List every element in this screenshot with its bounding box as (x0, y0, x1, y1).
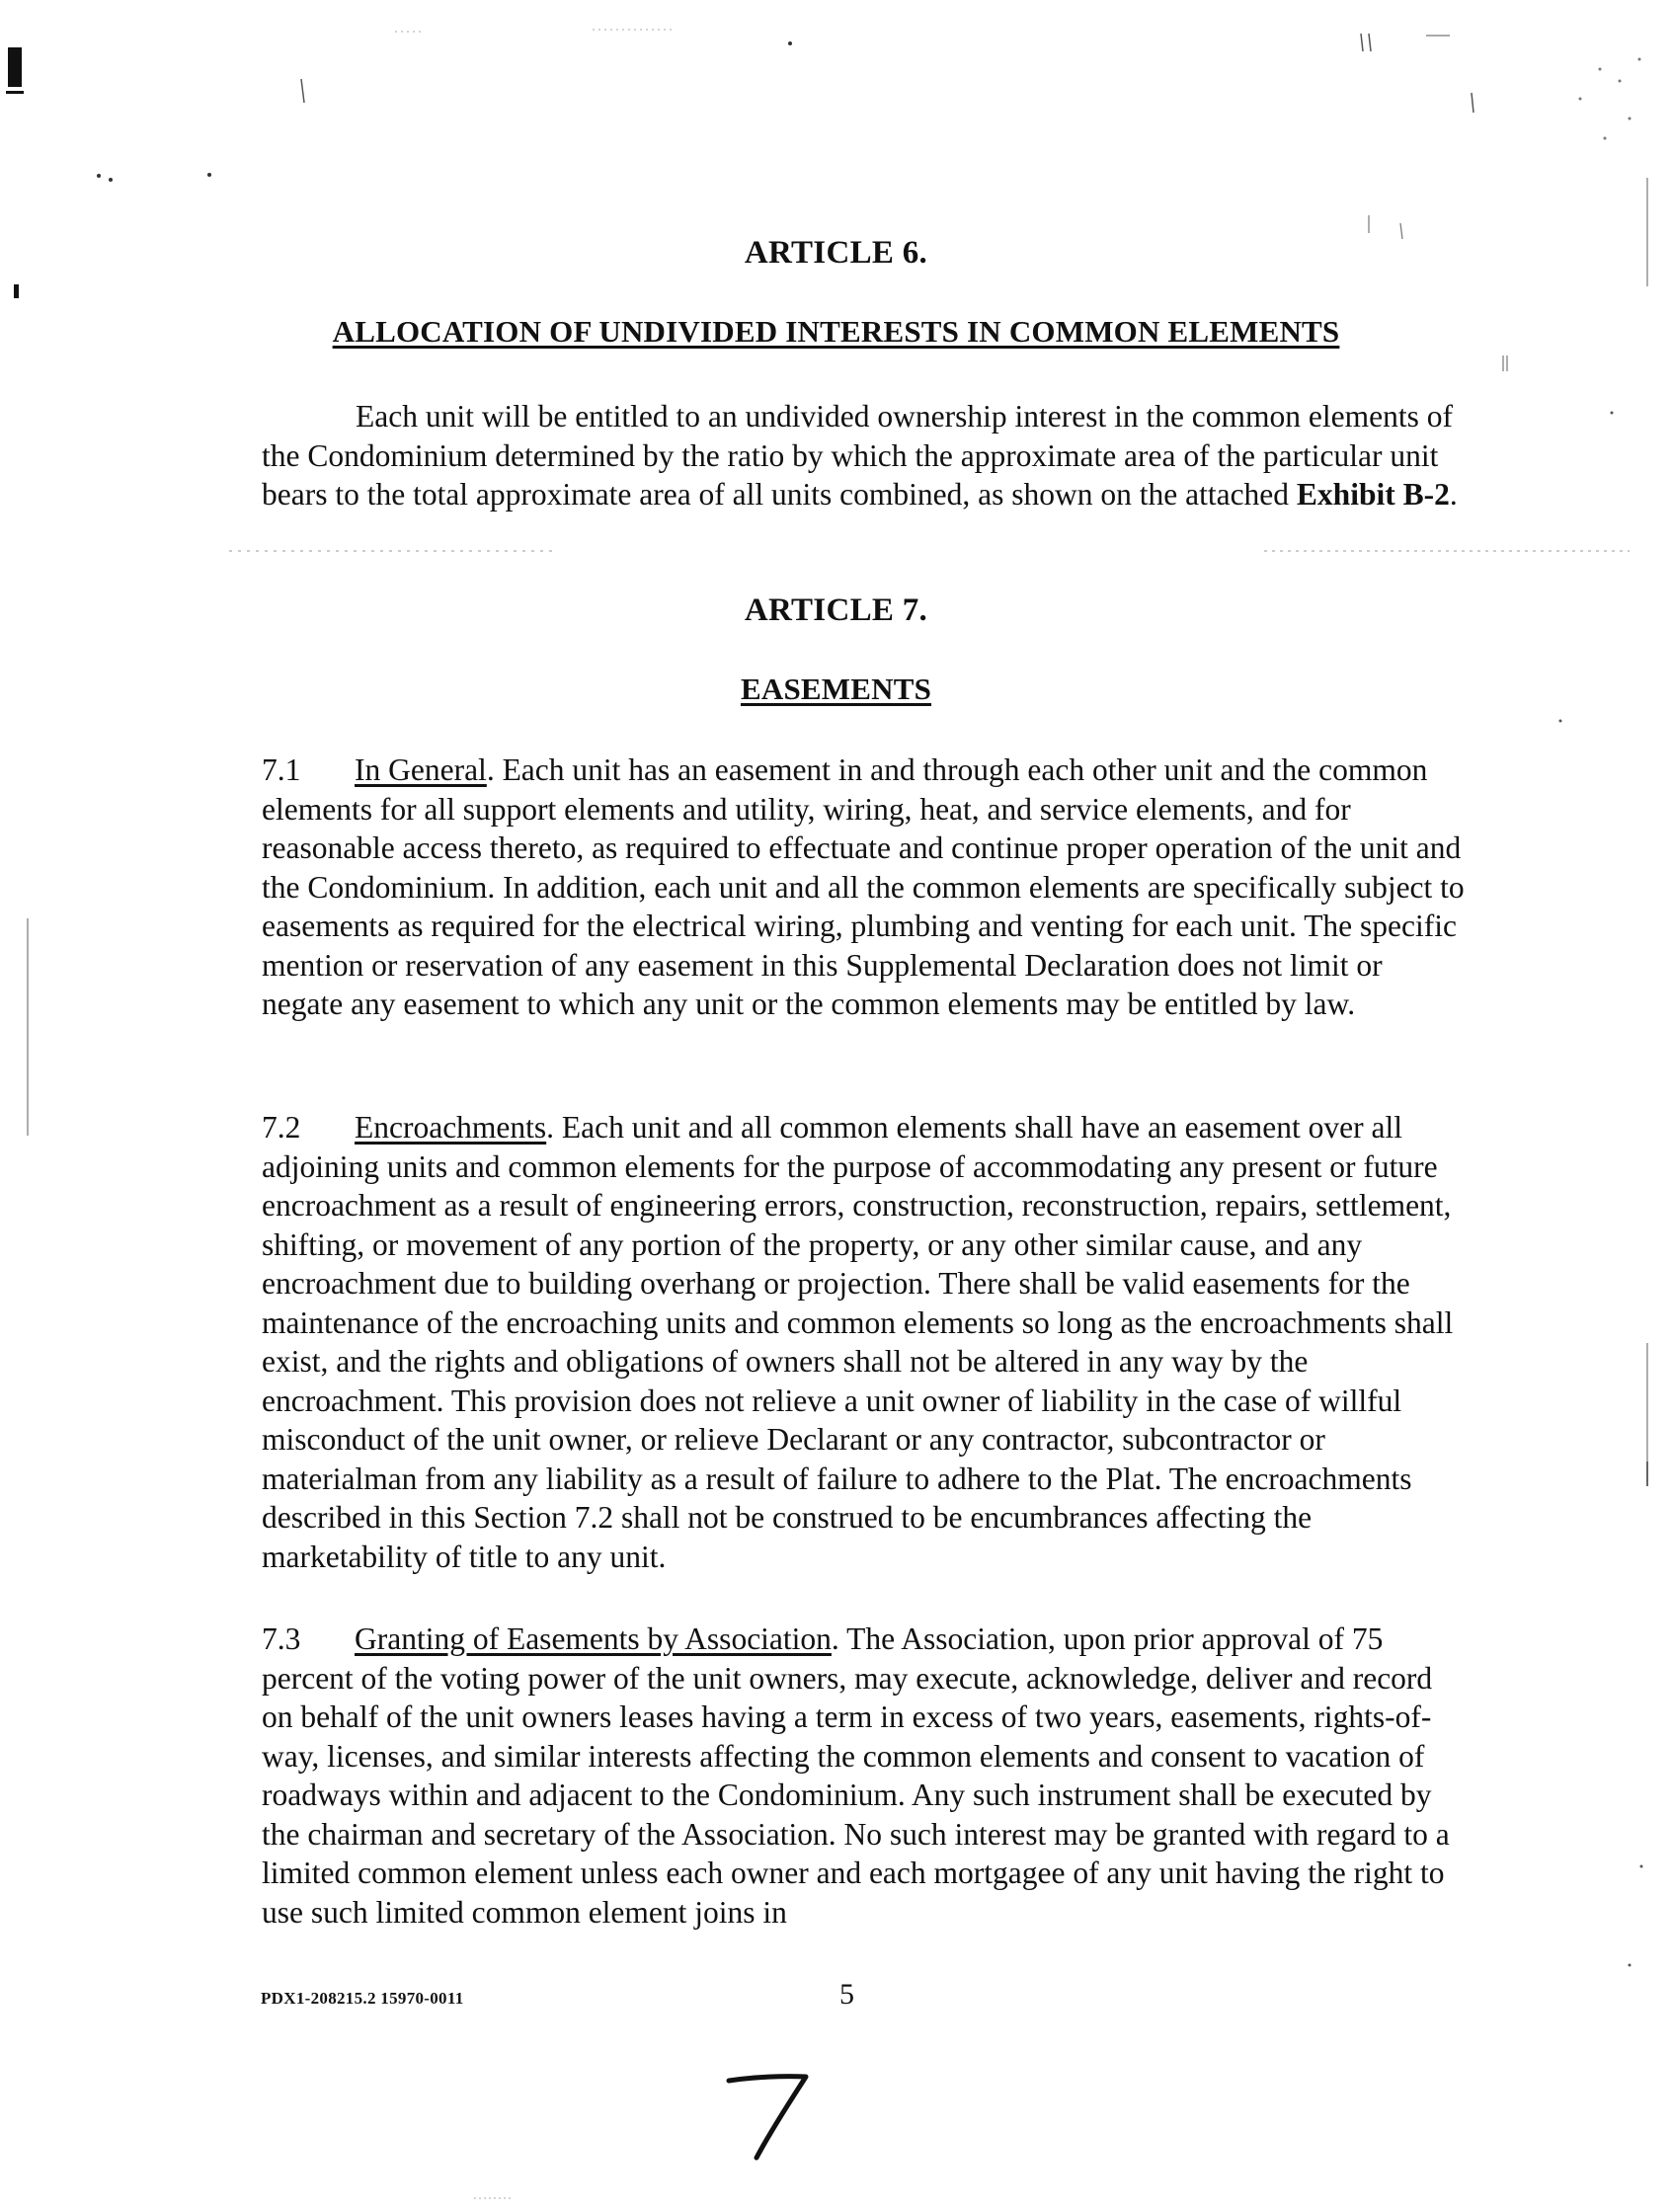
section-7-3-text: . The Association, upon prior approval of 75 percent of the voting power of the unit owners, may execute, acknowledge, deliver and record on behalf of the unit owners leases having a term in excess of two years, easements, rights-of-way, licenses, and similar interests affecting the common elements and consent to vacation of roadways within and adjacent to the Condominium. Any such instrument shall be executed by the chairman and secretary of the Association. No such interest may be granted with regard to a limited common element unless each owner and each mortgagee of any unit having the right to use such limited common element joins in (262, 1621, 1450, 1930)
section-7-2-paragraph (262, 1108, 1467, 1576)
article-6-period: . (1449, 477, 1458, 512)
article-6-paragraph (262, 397, 1467, 514)
section-7-2-text: . Each unit and all common elements shall have an easement over all adjoining units and common elements for the purpose of accommodating any present or future encroachment as a result of engineering errors, construction, reconstruction, repairs, settlement, shifting, or movement of any portion of the property, or any other similar cause, and any encroachment due to building overhang or projection. There shall be valid easements for the maintenance of the encroaching units and common elements so long as the encroachments shall exist, and the rights and obligations of owners shall not be altered in any way by the encroachment. This provision does not relieve a unit owner of liability in the case of willful misconduct of the unit owner, or relieve Declarant or any contractor, subcontractor or materialman from any liability as a result of failure to adhere to the Plat. The encroachments described in this Section 7.2 shall not be construed to be encumbrances affecting the marketability of title to any unit. (262, 1110, 1454, 1574)
article-6-heading: ARTICLE 6. (744, 235, 928, 271)
section-7-1-caption: In General (355, 752, 487, 787)
handwritten-page-number (715, 2059, 824, 2168)
article-6-title: ALLOCATION OF UNDIVIDED INTERESTS IN COMMON ELEMENTS (332, 314, 1340, 349)
section-7-3-caption: Granting of Easements by Association (355, 1621, 832, 1656)
document-code: PDX1-208215.2 15970-0011 (261, 1989, 464, 2008)
section-7-1-number: 7.1 (262, 752, 301, 787)
section-7-1-text: . Each unit has an easement in and through each other unit and the common elements for all support elements and utility, wiring, heat, and service elements, and for reasonable access thereto, as required to effectuate and continue proper operation of the unit and the Condominium. In addition, each unit and all the common elements are specifically subject to easements as required for the electrical wiring, plumbing and venting for each unit. The specific mention or reservation of any easement in this Supplemental Declaration does not limit or negate any easement to which any unit or the common elements may be entitled by law. (262, 752, 1465, 1021)
article-6-text: Each unit will be entitled to an undivided ownership interest in the common elements of the Condominium determined by the ratio by which the approximate area of the particular unit bears to the total approximate area of all units combined, as shown on the attached (262, 399, 1453, 512)
section-7-3-paragraph (262, 1620, 1467, 1932)
section-7-1-paragraph (262, 750, 1467, 1024)
section-7-2-caption: Encroachments (355, 1110, 547, 1145)
exhibit-reference: Exhibit B-2 (1296, 477, 1450, 512)
article-7-heading: ARTICLE 7. (744, 592, 928, 628)
section-7-2-number: 7.2 (262, 1110, 301, 1145)
page-number: 5 (839, 1978, 854, 2011)
article-7-title: EASEMENTS (740, 672, 932, 706)
section-7-3-number: 7.3 (262, 1621, 301, 1656)
